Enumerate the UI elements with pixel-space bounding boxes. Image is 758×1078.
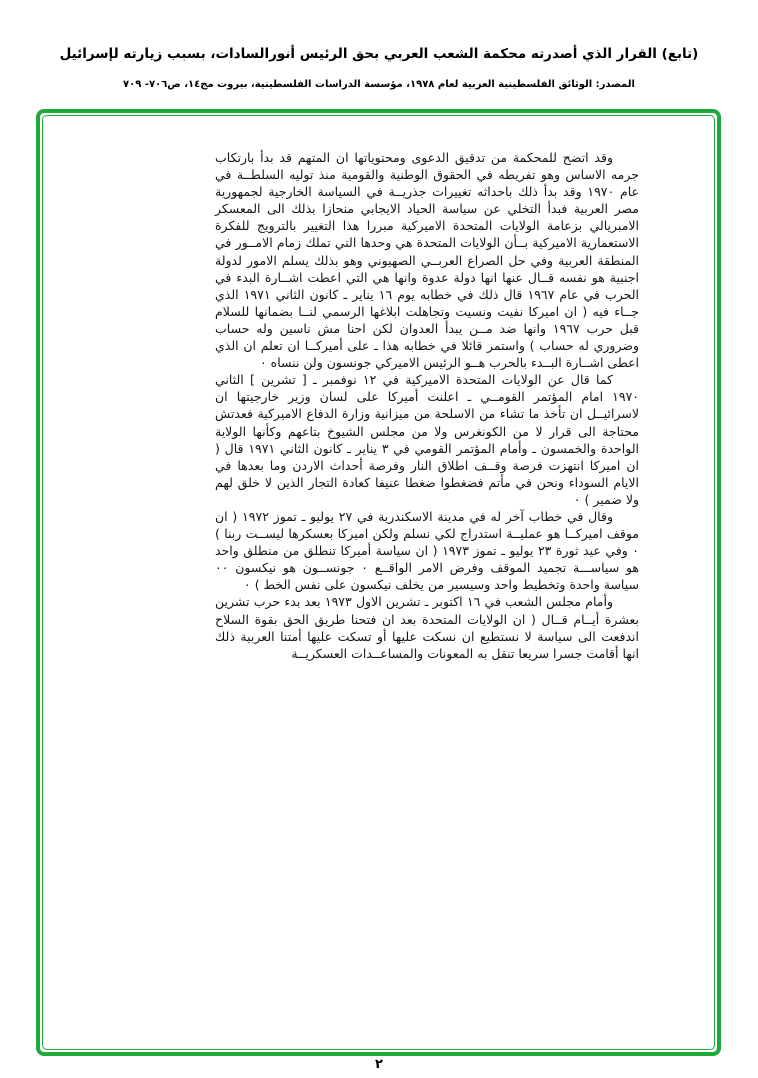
paragraph-4: وأمام مجلس الشعب في ١٦ اكتوبر ـ تشرين الاول ١٩٧٣ بعد بدء حرب تشرين بعشرة أيــام قــال ( ان الولايات المتحدة بعد ان فتحنا طريق الحق بقوة السلاح اندفعت الى سياسة لا نستطيع ان نسكت عليها أو تسكت عليها أمتنا العربية ذلك انها أقامت جسرا سريعا تنقل به المعونات والمساعــدات العسكريــة [215,594,639,661]
paragraph-1: وقد اتضح للمحكمة من تدقيق الدعوى ومحتوياتها ان المتهم قد بدأ بارتكاب جرمه الاساس وهو تفريطه في الحقوق الوطنية والقومية منذ توليه السلطــة في عام ١٩٧٠ وقد بدأ ذلك باحداثه تغييرات جذريــة في السياسة الخارجية لجمهورية مصر العربية فبدأ التخلي عن سياسة الحياد الايجابي منحازا بذلك الى المعسكر الامبريالي بزعامة الولايات المتحدة الاميركية مبررا هذا التغيير بالترويج للفكرة الاستعمارية الاميركية بــأن الولايات المتحدة هي وحدها التي تملك زمام الامــور في المنطقة العربية وفي حل الصراع العربــي الصهيوني وهو بذلك يسلم الامور لدولة اجنبية هو نفسه قــال عنها انها دولة عدوة وانها هي التي اعطت اشــارة البدء في الحرب في عام ١٩٦٧ قال ذلك في خطابه يوم ١٦ يناير ـ كانون الثاني ١٩٧١ الذي جــاء فيه ( ان اميركا نفيت ونسيت وتجاهلت ابلاغها الرسمي لنــا بضمانها للسلام قبل حرب ١٩٦٧ وانها ضد مــن يبدأ العدوان لكن احنا مش ناسين وله حساب وضروري له حساب ) واستمر قائلا في خطابه هذا ـ على أميركــا ان تعلم ان الذي اعطى اشــارة البــدء بالحرب هــو الرئيس الاميركي جونسون ولن ننساه ٠ [215,150,640,371]
body-text-column [215,149,639,662]
paragraph-2: كما قال عن الولايات المتحدة الاميركية في ١٢ نوفمبر ـ [ تشرين ] الثاني ١٩٧٠ امام المؤتمر القومــي ـ اعلنت أميركا على لسان وزير خارجيتها ان لاسرائيــل ان تأخذ ما تشاء من الاسلحة من ميزانية وزارة الدفاع الاميركية فعدتش محتاجة الى قرار لا من الكونغرس ولا من مجلس الشيوخ بتاعهم وكأنها الولاية الواحدة والخمسون ـ وأمام المؤتمر القومي في ٣ يناير ـ كانون الثاني ١٩٧١ قال ( ان اميركا انتهزت فرصة وقــف اطلاق النار وفرصة أحداث الاردن وما بعدها في الايام السوداء ونحن في مأتم فضغطوا ضغطا عنيفا كعادة التجار الذين لا خلق لهم ولا ضمير ) ٠ [215,372,639,507]
document-title: (تابع) القرار الذي أصدرته محكمة الشعب العربي بحق الرئيس أنورالسادات، بسبب زيارته لإسرائيل [59,46,699,62]
paragraph-3: وقال في خطاب آخر له في مدينة الاسكندرية في ٢٧ يوليو ـ تموز ١٩٧٢ ( ان موقف اميركــا هو عمليــة استدراج لكي نسلم ولكن اميركا بعسكرها ليســت ربنا ) ٠ وفي عيد ثورة ٢٣ يوليو ـ تموز ١٩٧٣ ( ان سياسة أميركا تنطلق من منطلق واحد هو سياســـة تجميد الموقف وفرض الامر الواقــع ٠ جونســون هو نيكسون ٠٠ سياسة واحدة وتخطيط واحد وسيسير من يخلف نيكسون على نفس الخط ) ٠ [215,508,640,593]
document-source-line: المصدر: الوثائق الفلسطينية العربية لعام ١٩٧٨، مؤسسة الدراسات الفلسطينية، بيروت مج١٤، ص٧٠٦- ٧٠٩ [123,79,635,90]
page-number: ٢ [375,1057,383,1072]
green-border-frame [36,109,721,1056]
